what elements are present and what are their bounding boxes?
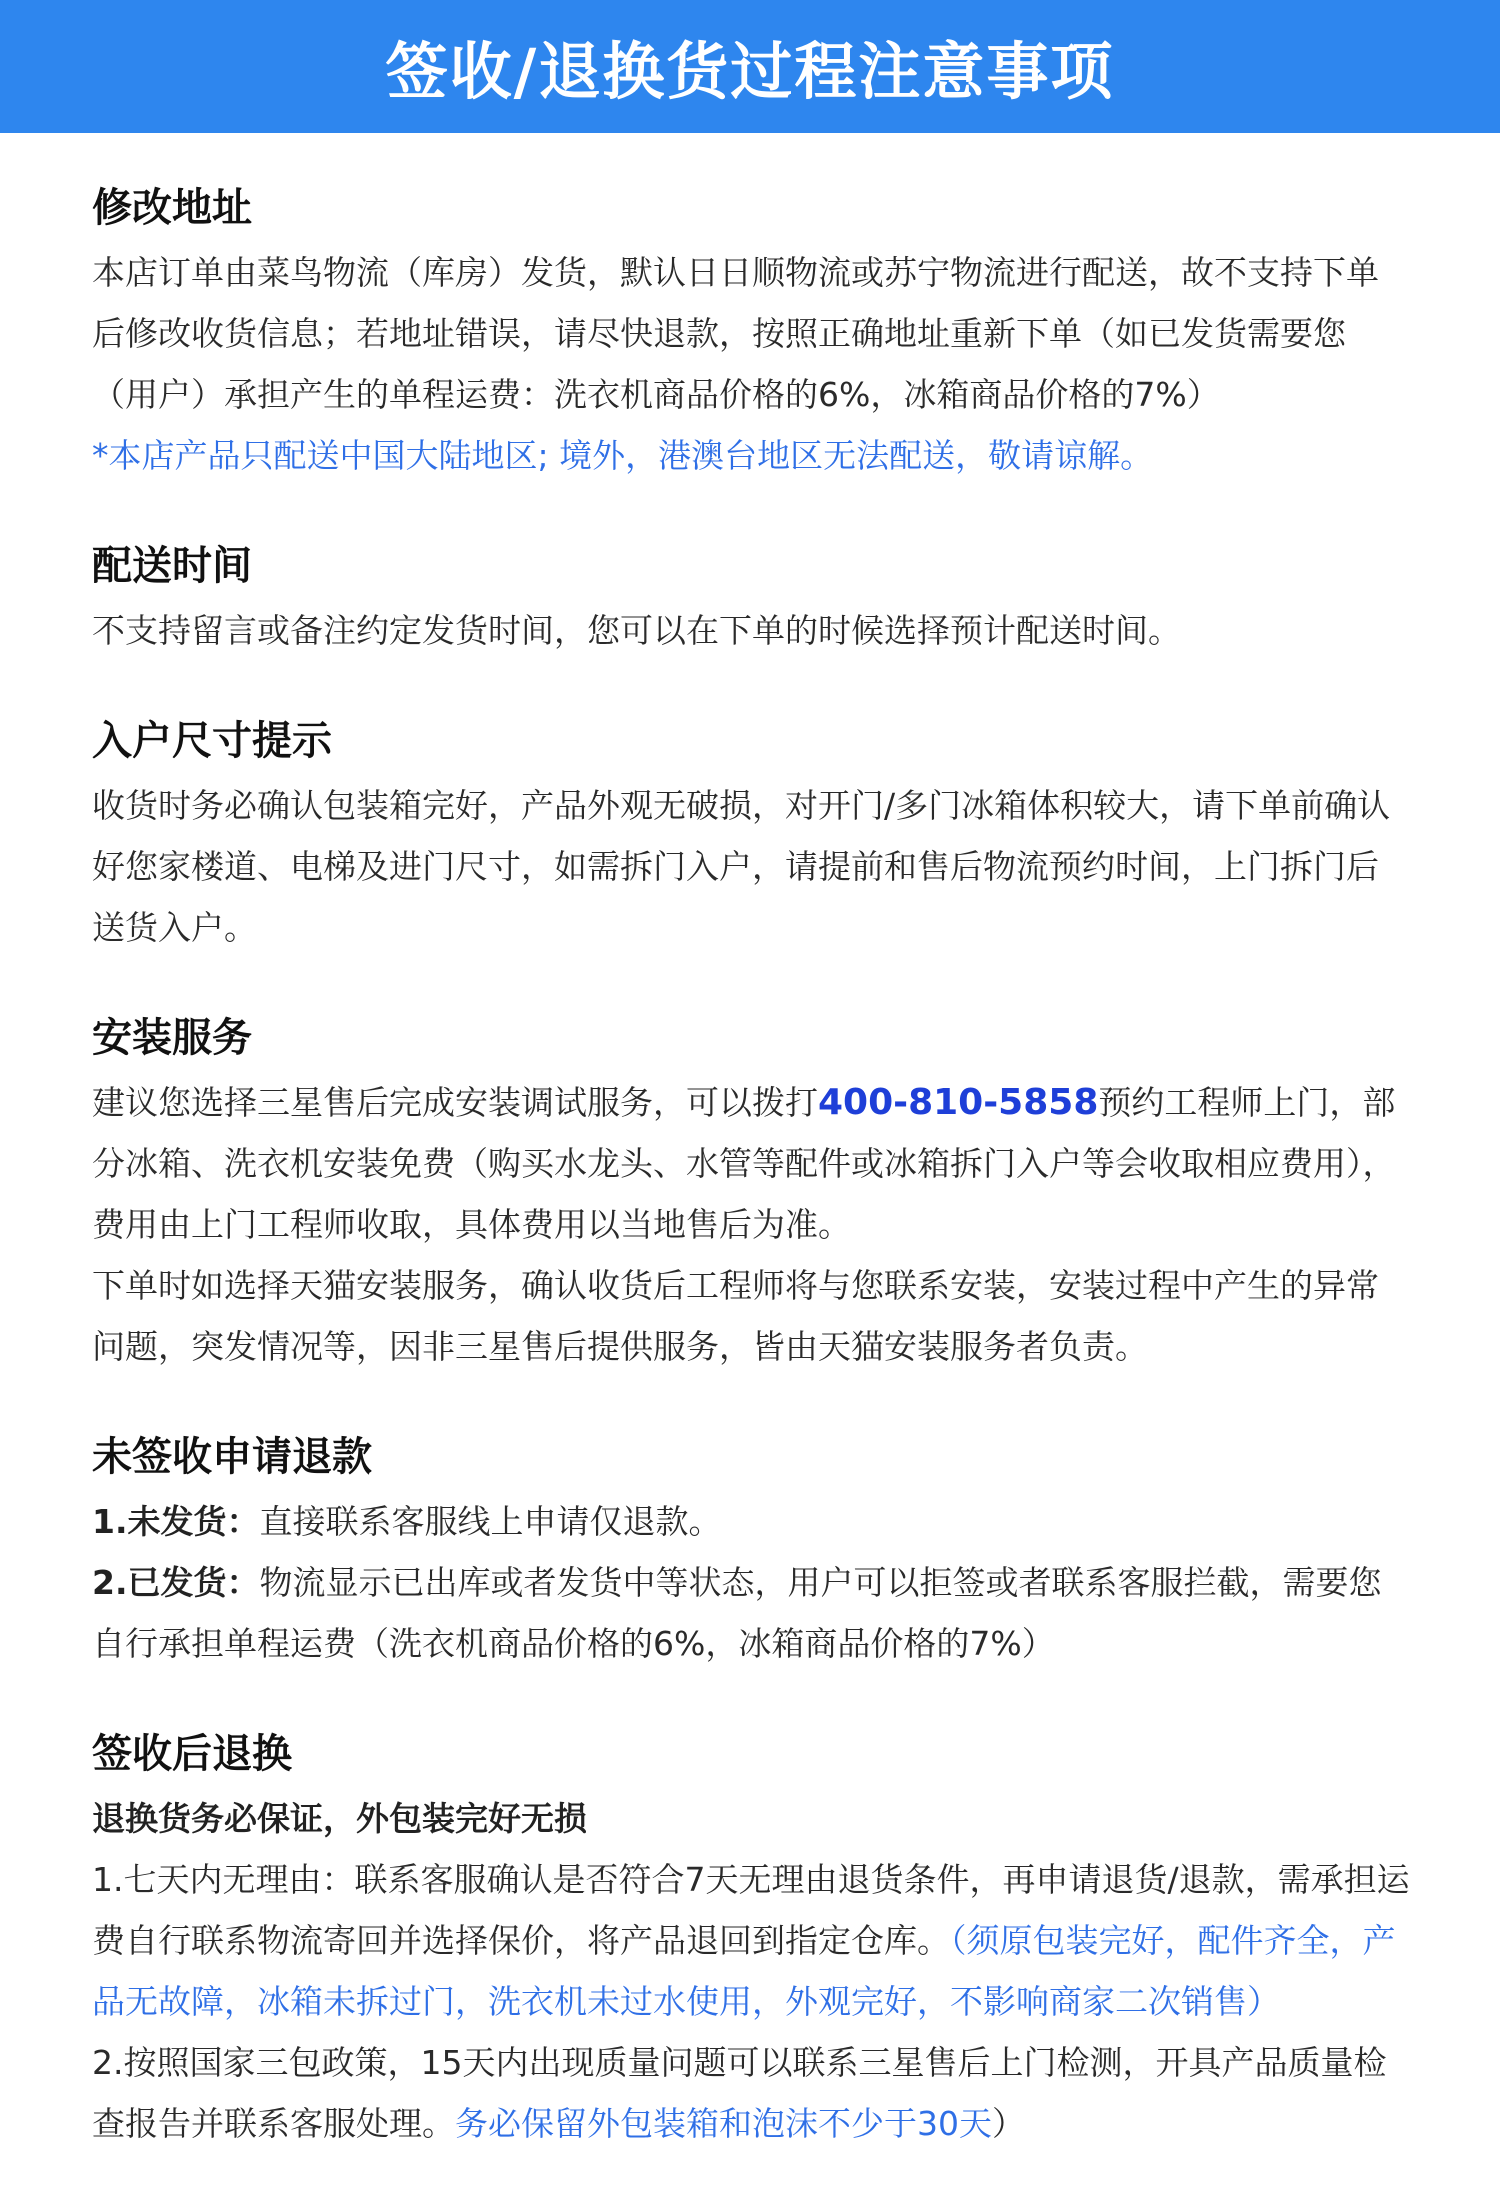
paragraph: 收货时务必确认包装箱完好，产品外观无破损，对开门/多门冰箱体积较大，请下单前确认好您家楼道、电梯及进门尺寸，如需拆门入户，请提前和售后物流预约时间，上门拆门后送货入户。 bbox=[92, 786, 1391, 947]
item-label: 1.未发货： bbox=[92, 1502, 260, 1541]
list-item bbox=[92, 2032, 1410, 2154]
section-heading: 安装服务 bbox=[92, 1015, 252, 1061]
section-entry-size bbox=[92, 711, 1410, 958]
section-heading: 签收后退换 bbox=[92, 1731, 292, 1777]
banner-title: 签收/退换货过程注意事项 bbox=[385, 35, 1115, 108]
section-heading: 入户尺寸提示 bbox=[92, 718, 332, 764]
item-note: 务必保留外包装箱和泡沫不少于30天 bbox=[455, 2104, 992, 2143]
paragraph-text: 建议您选择三星售后完成安装调试服务，可以拨打 bbox=[92, 1083, 818, 1122]
item-text: ） bbox=[992, 2104, 1025, 2143]
page-banner bbox=[0, 0, 1500, 133]
section-change-address bbox=[92, 178, 1410, 486]
item-label: 2.已发货： bbox=[92, 1563, 260, 1602]
section-heading: 修改地址 bbox=[92, 185, 252, 231]
item-note: （须原包装完好，配件齐全，产品无故障，冰箱未拆过门，洗衣机未过水使用，外观完好，不影响商家二次销售） bbox=[92, 1921, 1396, 2021]
section-delivery-time bbox=[92, 536, 1410, 661]
section-heading: 未签收申请退款 bbox=[92, 1434, 372, 1480]
item-text: 2.按照国家三包政策，15天内出现质量问题可以联系三星售后上门检测，开具产品质量检查报告并联系客服处理。 bbox=[92, 2043, 1387, 2143]
paragraph bbox=[92, 1072, 1410, 1255]
notice-content bbox=[0, 133, 1500, 2154]
section-subheading: 退换货务必保证，外包装完好无损 bbox=[92, 1799, 587, 1838]
paragraph-text: 预约工程师上门，部分冰箱、洗衣机安装免费（购买水龙头、水管等配件或冰箱拆门入户等会收取相应费用），费用由上门工程师收取，具体费用以当地售后为准。 bbox=[92, 1083, 1396, 1244]
item-text: 物流显示已出库或者发货中等状态，用户可以拒签或者联系客服拦截，需要您自行承担单程运费（洗衣机商品价格的6%，冰箱商品价格的7%） bbox=[92, 1563, 1382, 1663]
section-installation bbox=[92, 1008, 1410, 1377]
list-item bbox=[92, 1491, 1410, 1552]
item-text: 1.七天内无理由：联系客服确认是否符合7天无理由退货条件，再申请退货/退款，需承担运费自行联系物流寄回并选择保价，将产品退回到指定仓库。 bbox=[92, 1860, 1410, 1960]
section-heading: 配送时间 bbox=[92, 543, 252, 589]
section-return-after-signing bbox=[92, 1724, 1410, 2154]
list-item bbox=[92, 1849, 1410, 2032]
paragraph: 下单时如选择天猫安装服务，确认收货后工程师将与您联系安装，安装过程中产生的异常问题，突发情况等，因非三星售后提供服务，皆由天猫安装服务者负责。 bbox=[92, 1266, 1379, 1366]
section-refund-before-signing bbox=[92, 1427, 1410, 1674]
paragraph: 本店订单由菜鸟物流（库房）发货，默认日日顺物流或苏宁物流进行配送，故不支持下单后修改收货信息；若地址错误，请尽快退款，按照正确地址重新下单（如已发货需要您（用户）承担产生的单程运费：洗衣机商品价格的6%，冰箱商品价格的7%） bbox=[92, 253, 1379, 414]
item-text: 直接联系客服线上申请仅退款。 bbox=[259, 1502, 722, 1541]
paragraph: 不支持留言或备注约定发货时间，您可以在下单的时候选择预计配送时间。 bbox=[92, 611, 1181, 650]
service-phone-number: 400-810-5858 bbox=[818, 1082, 1099, 1123]
region-note: *本店产品只配送中国大陆地区; 境外，港澳台地区无法配送，敬请谅解。 bbox=[92, 436, 1154, 475]
list-item bbox=[92, 1552, 1410, 1674]
